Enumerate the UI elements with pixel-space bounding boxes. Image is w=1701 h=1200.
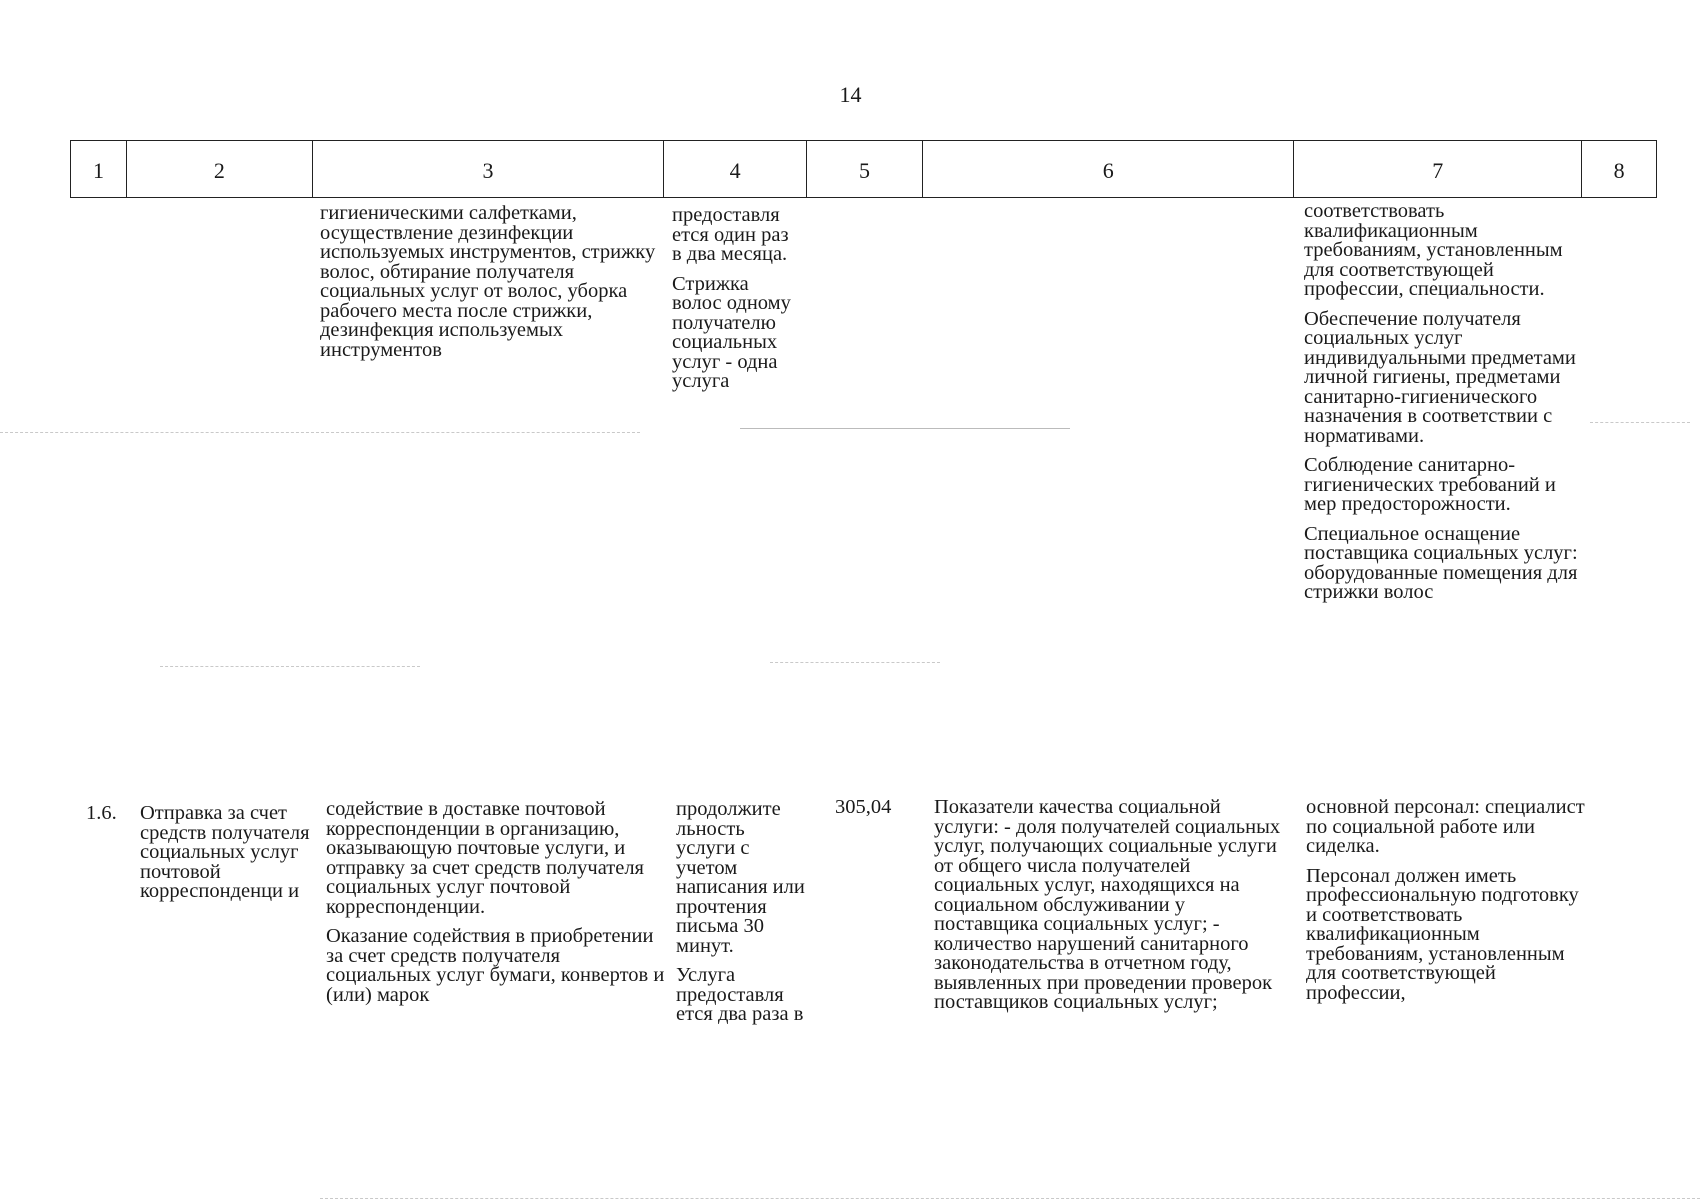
row-1-6-description-p2: Оказание содействия в приобретении за счет средств получателя социальных услуг бумаги, конвертов и (или) марок	[326, 925, 665, 1006]
row-1-6-description	[326, 800, 666, 1005]
continuation-col3-text: гигиеническими салфетками, осуществление дезинфекции используемых инструментов, стрижку волос, обтирание получателя социальных услуг от волос, уборка рабочего места после стрижки, дезинфекция используемых инструментов	[320, 202, 656, 361]
header-col-6: 6	[923, 141, 1295, 197]
scan-artifact-line	[320, 1198, 1700, 1199]
table-header-row	[70, 140, 1657, 198]
header-col-2: 2	[127, 141, 313, 197]
row-1-6-price: 305,04	[835, 796, 892, 818]
header-col-5: 5	[807, 141, 923, 197]
continuation-col7-p3: Соблюдение санитарно-гигиенических требований и мер предосторожности.	[1304, 454, 1556, 515]
row-1-6-conditions-p2: Персонал должен иметь профессиональную подготовку и соответствовать квалификационным требованиям, установленным для соответствующей профессии,	[1306, 864, 1579, 1004]
header-col-8: 8	[1613, 158, 1625, 183]
continuation-col7-p2: Обеспечение получателя социальных услуг индивидуальными предметами личной гигиены, предметами санитарно-гигиенического назначения в соответствии с нормативами.	[1304, 307, 1576, 447]
row-1-6-quality: Показатели качества социальной услуги: - доля получателей социальных услуг, получающих социальные услуги от общего числа получателей социальных услуг, находящихся на социальном обслуживании у поставщика социальных услуг; - количество нарушений санитарного законодательства в отчетном году, выявленных при проведении проверок поставщиков социальных услуг;	[934, 796, 1281, 1013]
continuation-col3	[320, 204, 660, 360]
scan-artifact-line	[770, 662, 940, 663]
scan-artifact-line	[1590, 422, 1690, 423]
row-1-6-description-p1: содействие в доставке почтовой корреспонденции в организацию, оказывающую почтовые услуги, и отправку за счет средств получателя социальных услуг почтовой корреспонденции.	[326, 798, 644, 918]
continuation-col4-p2: Стрижка волос одному получателю социальных услуг - одна услуга	[672, 272, 791, 392]
continuation-col7-p1: соответствовать квалификационным требованиям, установленным для соответствующей профессии, специальности.	[1304, 200, 1563, 300]
row-1-6-name: Отправка за счет средств получателя социальных услуг почтовой корреспонденци и	[140, 802, 310, 902]
continuation-col4-p1: предоставля ется один раз в два месяца.	[672, 204, 789, 265]
continuation-col7-p4: Специальное оснащение поставщика социальных услуг: оборудованные помещения для стрижки волос	[1304, 522, 1578, 603]
scan-artifact-line	[0, 432, 640, 433]
header-col-3: 3	[313, 141, 665, 197]
scan-artifact-line	[160, 666, 420, 667]
row-1-6-duration-p1: продолжите льность услуги с учетом написания или прочтения письма 30 минут.	[676, 798, 805, 957]
continuation-col4	[672, 206, 802, 392]
page-number: 14	[839, 82, 862, 107]
header-col-7: 7	[1294, 141, 1582, 197]
scan-artifact-line	[740, 428, 1070, 429]
header-col-1: 1	[71, 141, 127, 197]
row-1-6-duration	[676, 800, 806, 1025]
continuation-col7	[1304, 202, 1580, 603]
header-col-4: 4	[664, 141, 807, 197]
row-1-6-conditions-p1: основной персонал: специалист по социальной работе или сиделка.	[1306, 796, 1585, 857]
row-1-6-number: 1.6.	[86, 802, 117, 824]
row-1-6-duration-p2: Услуга предоставля ется два раза в	[676, 964, 804, 1025]
row-1-6-conditions	[1306, 798, 1586, 1003]
